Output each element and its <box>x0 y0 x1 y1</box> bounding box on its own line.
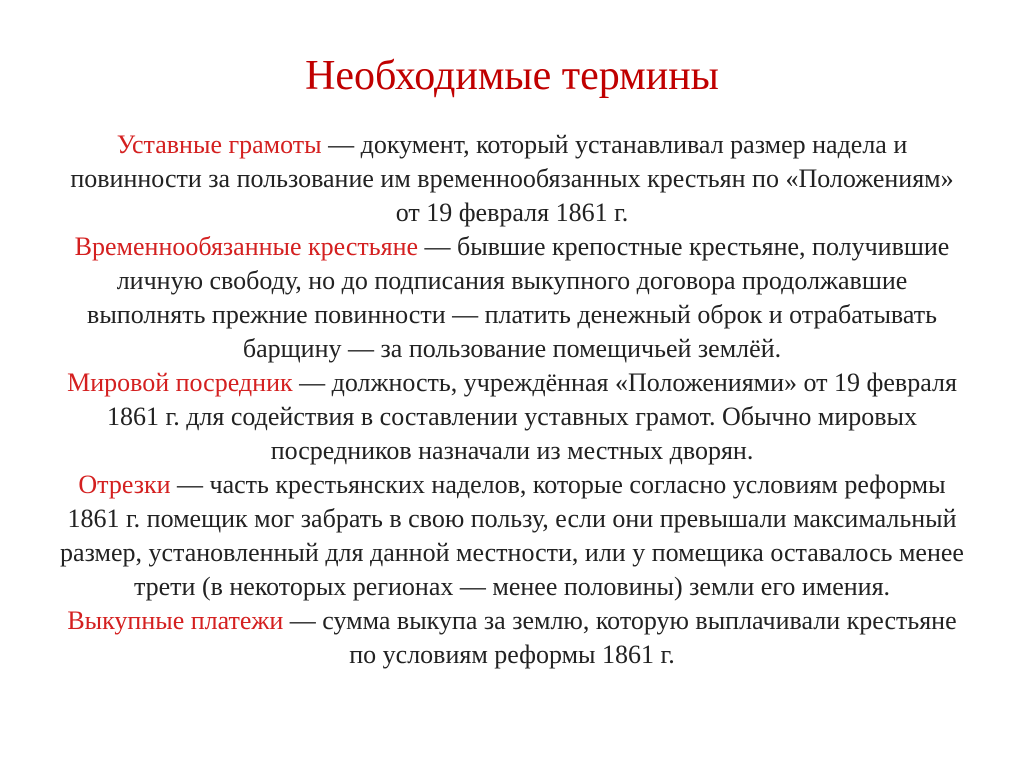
term-label: Отрезки <box>78 470 171 499</box>
term-definition: — документ, который устанавливал размер надела и повинности за пользование им временнообязанных крестьян по «Положениям» от 19 февраля 1861 г. <box>70 130 954 227</box>
slide-title: Необходимые термины <box>305 53 719 99</box>
term-entry-otrezki <box>56 468 968 604</box>
term-definition: — должность, учреждённая «Положениями» от 19 февраля 1861 г. для содействия в составлении уставных грамот. Обычно мировых посредников назначали из местных дворян. <box>106 368 957 465</box>
term-label: Выкупные платежи <box>67 606 284 635</box>
term-entry-vykupnye-platezhi <box>56 604 968 672</box>
term-definition: — бывшие крепостные крестьяне, получившие личную свободу, но до подписания выкупного договора продолжавшие выполнять прежние повинности — платить денежный оброк и отрабатывать барщину — за пользование помещичьей землёй. <box>87 232 950 363</box>
term-label: Мировой посредник <box>67 368 293 397</box>
term-entry-vremennoobyazannye <box>56 230 968 366</box>
term-definition: — сумма выкупа за землю, которую выплачивали крестьяне по условиям реформы 1861 г. <box>283 606 957 669</box>
term-entry-mirovoy-posrednik <box>56 366 968 468</box>
term-definition: — часть крестьянских наделов, которые согласно условиям реформы 1861 г. помещик мог забрать в свою пользу, если они превышали максимальный размер, установленный для данной местности, или у помещика оставалось менее трети (в некоторых регионах — менее половины) земли его имения. <box>60 470 964 601</box>
terms-list <box>56 128 968 672</box>
term-label: Уставные грамоты <box>116 130 322 159</box>
term-entry-ustavnye-gramoty <box>56 128 968 230</box>
term-label: Временнообязанные крестьяне <box>74 232 419 261</box>
